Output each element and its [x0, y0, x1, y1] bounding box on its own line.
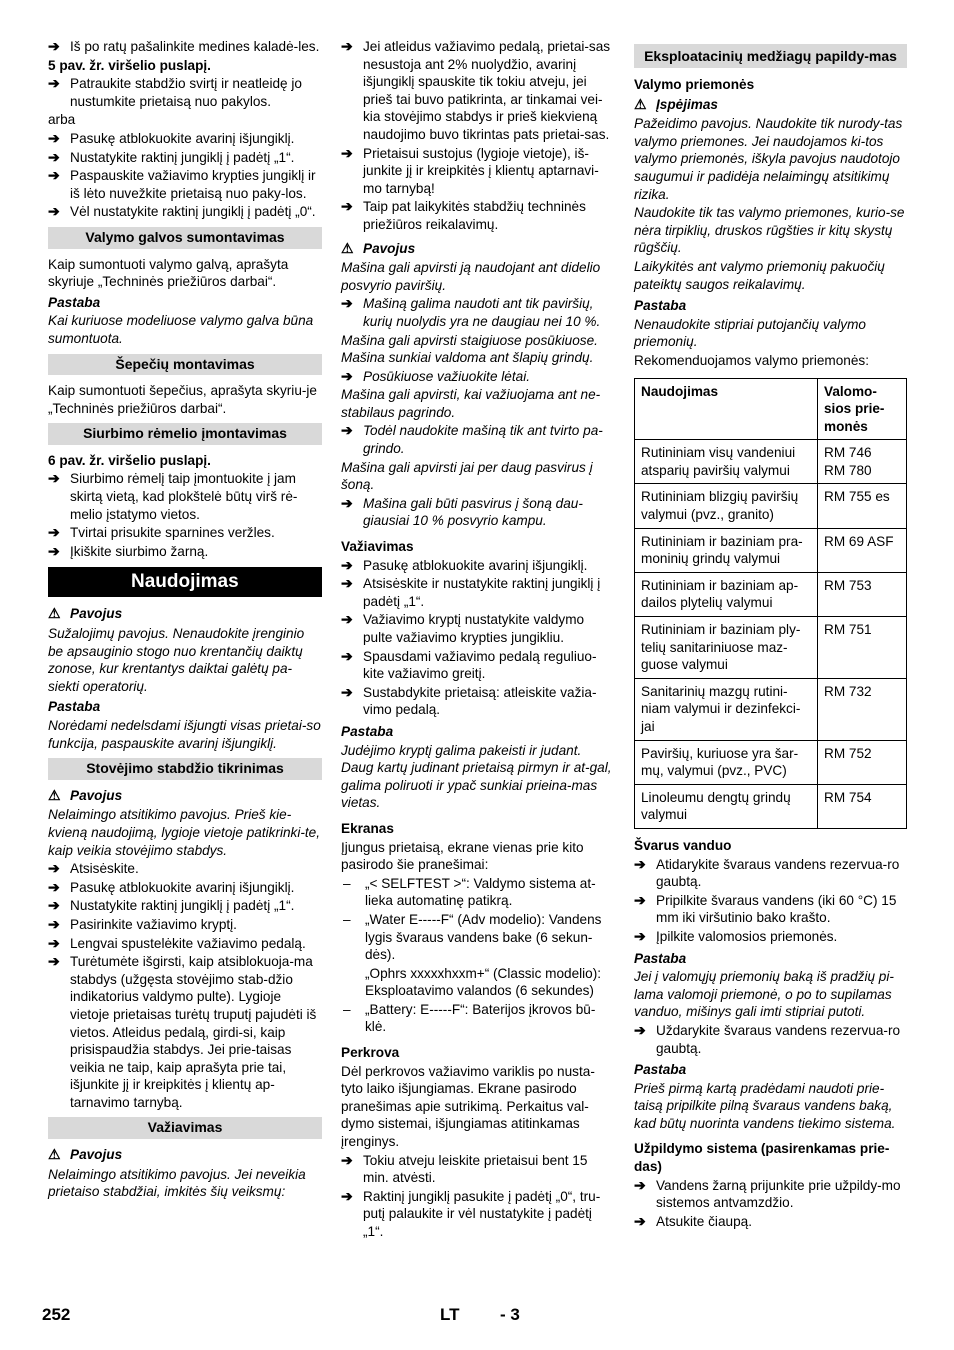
arrow-icon: ➔ — [341, 295, 353, 312]
warning-triangle-icon: ⚠ — [48, 605, 61, 622]
table-cell: RM 69 ASF — [818, 528, 907, 572]
table-row — [635, 484, 907, 528]
note-text: Nenaudokite stipriai putojančių valymo priemonių. — [634, 316, 866, 350]
table-cell: RM 752 — [818, 740, 907, 784]
table-row — [635, 617, 907, 679]
warning-triangle-icon: ⚠ — [48, 786, 61, 803]
step: ➔ Spausdami važiavimo pedalą reguliuo-kite važiavimo greitį. — [341, 647, 597, 682]
paragraph: Įjungus prietaisą, ekrane vienas prie kito pasirodo šie pranešimai: — [341, 839, 584, 873]
arrow-icon: ➔ — [341, 575, 353, 592]
step: ➔ Vėl nustatykite raktinį jungiklį į padėtį „0“. — [48, 203, 316, 220]
note-text: Prieš pirmą kartą pradėdami naudoti prie-taisą pripilkite pilną švaraus vandens baką, kad būtų nuorinta vandens tiekimo sistema. — [634, 1080, 896, 1131]
step: ➔ Atsisėskite. — [48, 860, 139, 877]
table-row — [635, 440, 907, 484]
note-label: Pastaba — [341, 723, 394, 739]
table-cell: Rutininiam visų vandeniui atsparių paviršių valymui — [635, 440, 818, 484]
column-2 — [341, 38, 615, 1242]
list-item: – „< SELFTEST >“: Valdymo sistema at-lieka automatinę patikrą. — [343, 875, 596, 909]
step: ➔ Jei atleidus važiavimo pedalą, prietai-sas nesustoja ant 2% nuolydžio, avarinį išjungiklį spauskite tik tokiu atveju, jei prieš tai buvo patikrinta, ar tinkamai vei-kia stovėjimo stabdys ir prieš kiekvieną naudojimo buvo tikrintas pats prietai-sas. — [341, 38, 611, 142]
section-heading: Šepečių montavimas — [48, 354, 322, 376]
step: ➔ Atsukite čiaupą. — [634, 1212, 752, 1229]
table-cell: Linoleumu dengtų grindų valymui — [635, 784, 818, 828]
paragraph: Dėl perkrovos važiavimo variklis po nusta-tyto laiko išjungiamas. Ekrane pasirodo pranešimas apie sutrikimą. Perkaitus val-dymo sistemai, išjungiamas atitinkamas įrenginys. — [341, 1063, 595, 1150]
cleaning-agents-table — [634, 378, 907, 829]
step: ➔ Posūkiuose važiuokite lėtai. — [341, 367, 530, 384]
chapter-heading: Naudojimas — [48, 567, 322, 597]
note-label: Pastaba — [48, 294, 101, 310]
step: ➔ Uždarykite švaraus vandens rezervua-ro gaubtą. — [634, 1021, 901, 1056]
table-cell: Rutininiam ir baziniam ap-dailos plytelių valymui — [635, 572, 818, 616]
danger-text: Mašina gali apvirsti ją naudojant ant didelio posvyrio paviršių. — [341, 260, 601, 293]
arrow-icon: ➔ — [48, 148, 60, 165]
arrow-icon: ➔ — [341, 494, 353, 511]
arrow-icon: ➔ — [48, 129, 60, 146]
table-cell: Rutininiam ir baziniam ply-telių sanitariniuose maz-guose valymui — [635, 617, 818, 679]
step: ➔ Paspauskite važiavimo krypties jungiklį ir iš lėto nuvežkite prietaisą nuo paky-los. — [48, 167, 316, 201]
warning-text: Naudokite tik tas valymo priemones, kurio-se nėra tirpiklių, druskos rūgšties ir kitų skystų rūgščių. — [634, 205, 905, 256]
table-cell: Rutininiam blizgių paviršių valymui (pvz., granito) — [635, 484, 818, 528]
list-item: „Ophrs xxxxxhxxm+“ (Classic modelio): Eksploatavimo valandos (6 sekundes) — [365, 965, 602, 999]
subheading: Užpildymo sistema (pasirenkamas prie-das) — [634, 1141, 890, 1175]
step: ➔ Siurbimo rėmelį taip įmontuokite į jam skirtą vietą, kad plokštelė būtų virš rė-melio įstatymo vietos. — [48, 470, 298, 522]
arrow-icon: ➔ — [48, 897, 60, 914]
arrow-icon: ➔ — [634, 855, 646, 872]
subheading: Perkrova — [341, 1045, 400, 1061]
danger-heading: ⚠ Pavojus — [48, 605, 123, 622]
step: ➔ Pripilkite švaraus vandens (iki 60 °C) 15 mm iki viršutinio bako krašto. — [634, 891, 897, 926]
note-label: Pastaba — [634, 950, 687, 966]
arrow-icon: ➔ — [48, 934, 60, 951]
step: ➔ Įkiškite siurbimo žarną. — [48, 542, 209, 559]
step: ➔ Prietaisui sustojus (lygioje vietoje), iš-junkite jį ir kreipkitės į klientų aptarnavi-mo tarnybą! — [341, 144, 599, 196]
arrow-icon: ➔ — [48, 542, 60, 559]
subheading: Ekranas — [341, 820, 394, 836]
arrow-icon: ➔ — [48, 524, 60, 541]
danger-text: Mašina gali apvirsti, kai važiuojama ant ne-stabilaus pagrindo. — [341, 387, 601, 420]
step: ➔ Todėl naudokite mašiną tik ant tvirto pa-grindo. — [341, 422, 603, 457]
subheading: Važiavimas — [341, 539, 414, 555]
section-heading: Eksploatacinių medžiagų papildy-mas — [634, 44, 907, 68]
danger-text: Mašina gali apvirsti staigiuose posūkiuose. Mašina sunkiai valdoma ant šlapių grindų. — [341, 332, 598, 366]
section-heading: Stovėjimo stabdžio tikrinimas — [48, 758, 322, 780]
figure-reference: 6 pav. žr. viršelio puslapį. — [48, 452, 211, 468]
arrow-icon: ➔ — [634, 927, 646, 944]
arrow-icon: ➔ — [341, 38, 353, 54]
arrow-icon: ➔ — [48, 38, 60, 54]
arrow-icon: ➔ — [341, 1187, 353, 1204]
step: ➔ Vandens žarną prijunkite prie užpildy-mo sistemos antvamzdžio. — [634, 1176, 901, 1211]
table-cell: Sanitarinių mazgų rutini-niam valymui ir dezinfekci-jai — [635, 678, 818, 740]
arrow-icon: ➔ — [634, 891, 646, 908]
column-1 — [48, 38, 322, 1202]
danger-text: Nelaimingo atsitikimo pavojus. Prieš kie-kvieną naudojimą, lygioje vietoje patikrinki-te, kaip veikia stovėjimo stabdys. — [48, 807, 321, 858]
column-3 — [634, 38, 907, 1231]
warning-text: Pažeidimo pavojus. Naudokite tik nurody-tas valymo priemones. Jei naudojamos ki-tos valymo priemonės, iškyla pavojus naudotojo saugumui ir padidėja nelaimingų atsitikimų rizika. — [634, 116, 903, 202]
note-label: Pastaba — [634, 1062, 687, 1078]
danger-text: Mašina gali apvirsti jai per daug pasvirus į šoną. — [341, 459, 593, 493]
step: ➔ Pasukę atblokuokite avarinį išjungiklį. — [48, 878, 295, 895]
danger-heading: ⚠ Pavojus — [48, 1146, 123, 1163]
arrow-icon: ➔ — [634, 1212, 646, 1229]
warning-triangle-icon: ⚠ — [48, 1146, 61, 1163]
table-cell: RM 755 es — [818, 484, 907, 528]
step: ➔ Sustabdykite prietaisą: atleiskite važia-vimo pedalą. — [341, 683, 597, 718]
note-text: Judėjimo kryptį galima pakeisti ir judant. Daug kartų judinant prietaisą pirmyn ir at-gal, galima poliruoti ir ypač sunkiai prieina-mas vietas. — [341, 742, 612, 811]
table-cell: RM 732 — [818, 678, 907, 740]
step: ➔ Patraukite stabdžio svirtį ir neatleidę jo nustumkite prietaisą nuo pakylos. — [48, 75, 302, 109]
danger-text: Sužalojimų pavojus. Nenaudokite įrenginio be apsauginio stogo nuo krentančių daiktų zonose, kur krentantys daiktai galėtų pa-siekti operatorių. — [48, 626, 305, 694]
step: ➔ Raktinį jungiklį pasukite į padėtį „0“, tru-putį palaukite ir vėl nustatykite į padėtį „1“. — [341, 1187, 601, 1239]
note-text: Kai kuriuose modeliuose valymo galva būna sumontuota. — [48, 313, 314, 346]
warning-text: Laikykitės ant valymo priemonių pakuočių pateiktų saugos reikalavimų. — [634, 258, 885, 292]
step: ➔ Atidarykite švaraus vandens rezervua-ro gaubtą. — [634, 855, 900, 890]
table-row — [635, 740, 907, 784]
table-row — [635, 678, 907, 740]
table-cell: RM 753 — [818, 572, 907, 616]
note-label: Pastaba — [634, 298, 687, 314]
list-item: – „Battery: E-----F“: Baterijos įkrovos bū-klė. — [343, 1001, 596, 1035]
danger-heading: ⚠ Pavojus — [341, 239, 416, 256]
page-number: 252 — [42, 1305, 71, 1324]
arrow-icon: ➔ — [341, 198, 353, 215]
danger-text: Nelaimingo atsitikimo pavojus. Jei neveikia prietaiso stabdžiai, imkitės šių veiksmų: — [48, 1166, 306, 1200]
section-heading: Važiavimas — [48, 1117, 322, 1139]
arrow-icon: ➔ — [341, 647, 353, 664]
step: ➔ Nustatykite raktinį jungiklį į padėtį „1“. — [48, 148, 295, 165]
arrow-icon: ➔ — [48, 860, 60, 877]
paragraph: Kaip sumontuoti valymo galvą, aprašyta skyriuje „Techninės priežiūros darbai“. — [48, 256, 289, 290]
arrow-icon: ➔ — [341, 367, 353, 384]
arrow-icon: ➔ — [341, 1151, 353, 1168]
paragraph: Kaip sumontuoti šepečius, aprašyta skyriu-je „Techninės priežiūros darbai“. — [48, 383, 317, 416]
language-code: LT — [440, 1305, 460, 1324]
step: ➔ Tokiu atveju leiskite prietaisui bent 15 min. atvėsti. — [341, 1151, 588, 1186]
arrow-icon: ➔ — [634, 1176, 646, 1193]
subheading: Valymo priemonės — [634, 77, 755, 92]
or-text: arba — [48, 112, 76, 128]
figure-reference: 5 pav. žr. viršelio puslapį. — [48, 57, 211, 73]
arrow-icon: ➔ — [634, 1021, 646, 1038]
danger-heading: ⚠ Pavojus — [48, 786, 123, 803]
step: ➔ Mašiną galima naudoti ant tik paviršių, kurių nuolydis yra ne daugiau nei 10 %. — [341, 295, 601, 329]
section-heading: Valymo galvos sumontavimas — [48, 227, 322, 249]
arrow-icon: ➔ — [48, 75, 60, 92]
note-text: Norėdami nedelsdami išjungti visas prietai-so funkcija, paspauskite avarinį išjungiklį. — [48, 718, 321, 751]
table-body — [635, 440, 907, 829]
step: ➔ Pasukę atblokuokite avarinį išjungiklį. — [48, 129, 295, 146]
step: ➔ Taip pat laikykitės stabdžių techninės priežiūros reikalavimų. — [341, 198, 586, 232]
arrow-icon: ➔ — [48, 203, 60, 220]
step: ➔ Nustatykite raktinį jungiklį į padėtį „1“. — [48, 897, 295, 914]
note-label: Pastaba — [48, 699, 101, 715]
table-row — [635, 572, 907, 616]
table-row — [635, 784, 907, 828]
subheading: Švarus vanduo — [634, 837, 732, 853]
arrow-icon: ➔ — [48, 953, 60, 970]
table-row — [635, 528, 907, 572]
warning-triangle-icon: ⚠ — [634, 95, 647, 112]
table-cell: RM 754 — [818, 784, 907, 828]
table-header-row — [635, 378, 907, 440]
warning-heading: ⚠ Įspėjimas — [634, 95, 718, 112]
step: ➔ Važiavimo kryptį nustatykite valdymo pulte važiavimo krypties jungikliu. — [341, 611, 585, 645]
arrow-icon: ➔ — [48, 915, 60, 932]
arrow-icon: ➔ — [341, 611, 353, 628]
arrow-icon: ➔ — [341, 422, 353, 439]
arrow-icon: ➔ — [341, 683, 353, 700]
section-heading: Siurbimo rėmelio įmontavimas — [48, 423, 322, 445]
sub-page-number: - 3 — [500, 1305, 520, 1324]
step: ➔ Įpilkite valomosios priemonės. — [634, 927, 838, 944]
step: ➔ Iš po ratų pašalinkite medines kaladė-les. — [48, 38, 320, 54]
step: ➔ Lengvai spustelėkite važiavimo pedalą. — [48, 934, 306, 951]
note-text: Jei į valomųjų priemonių baką iš pradžių pi-lama valomoji priemonė, o po to supilamas vanduo, mišinys gali imti stipriai putoti. — [634, 969, 894, 1020]
warning-triangle-icon: ⚠ — [341, 239, 354, 256]
step: ➔ Tvirtai prisukite sparnines veržles. — [48, 524, 275, 541]
table-cell: RM 751 — [818, 617, 907, 679]
table-cell: Paviršių, kuriuose yra šar-mų, valymui (pvz., PVC) — [635, 740, 818, 784]
list-item: – „Water E-----F“ (Adv modelio): Vandens lygis švaraus vandens bake (6 sekun-dės). — [343, 911, 602, 963]
step: ➔ Mašina gali būti pasvirus į šoną dau-giausiai 10 % posvyrio kampu. — [341, 494, 583, 529]
step: ➔ Pasukę atblokuokite avarinį išjungiklį. — [341, 556, 588, 573]
arrow-icon: ➔ — [341, 144, 353, 161]
arrow-icon: ➔ — [341, 556, 353, 573]
arrow-icon: ➔ — [48, 167, 60, 184]
paragraph: Rekomenduojamos valymo priemonės: — [634, 352, 869, 368]
table-header-cell: Naudojimas — [635, 378, 818, 440]
table-cell: Rutininiam ir baziniam pra-moninių grindų valymui — [635, 528, 818, 572]
step: ➔ Turėtumėte išgirsti, kaip atsiblokuoja-ma stabdys (užgęsta stovėjimo stab-džio indikatorius valdymo pulte). Lygioje vietoje prietaisas turėtų truputį pajudėti iš vietos. Atleidus pedalą, girdi-si, kaip prisispaudžia stabdys. Jei prie-taisas veikia ne taip, kaip aprašyta prie tai, išjunkite jį ir kreipkitės į klientų ap-tarnavimo tarnybą. — [48, 953, 317, 1110]
table-header-cell: Valomo-sios prie-monės — [818, 378, 907, 440]
step: ➔ Pasirinkite važiavimo kryptį. — [48, 915, 237, 932]
table-cell: RM 746 RM 780 — [818, 440, 907, 484]
arrow-icon: ➔ — [48, 470, 60, 487]
step: ➔ Atsisėskite ir nustatykite raktinį jungiklį į padėtį „1“. — [341, 575, 601, 609]
arrow-icon: ➔ — [48, 878, 60, 895]
